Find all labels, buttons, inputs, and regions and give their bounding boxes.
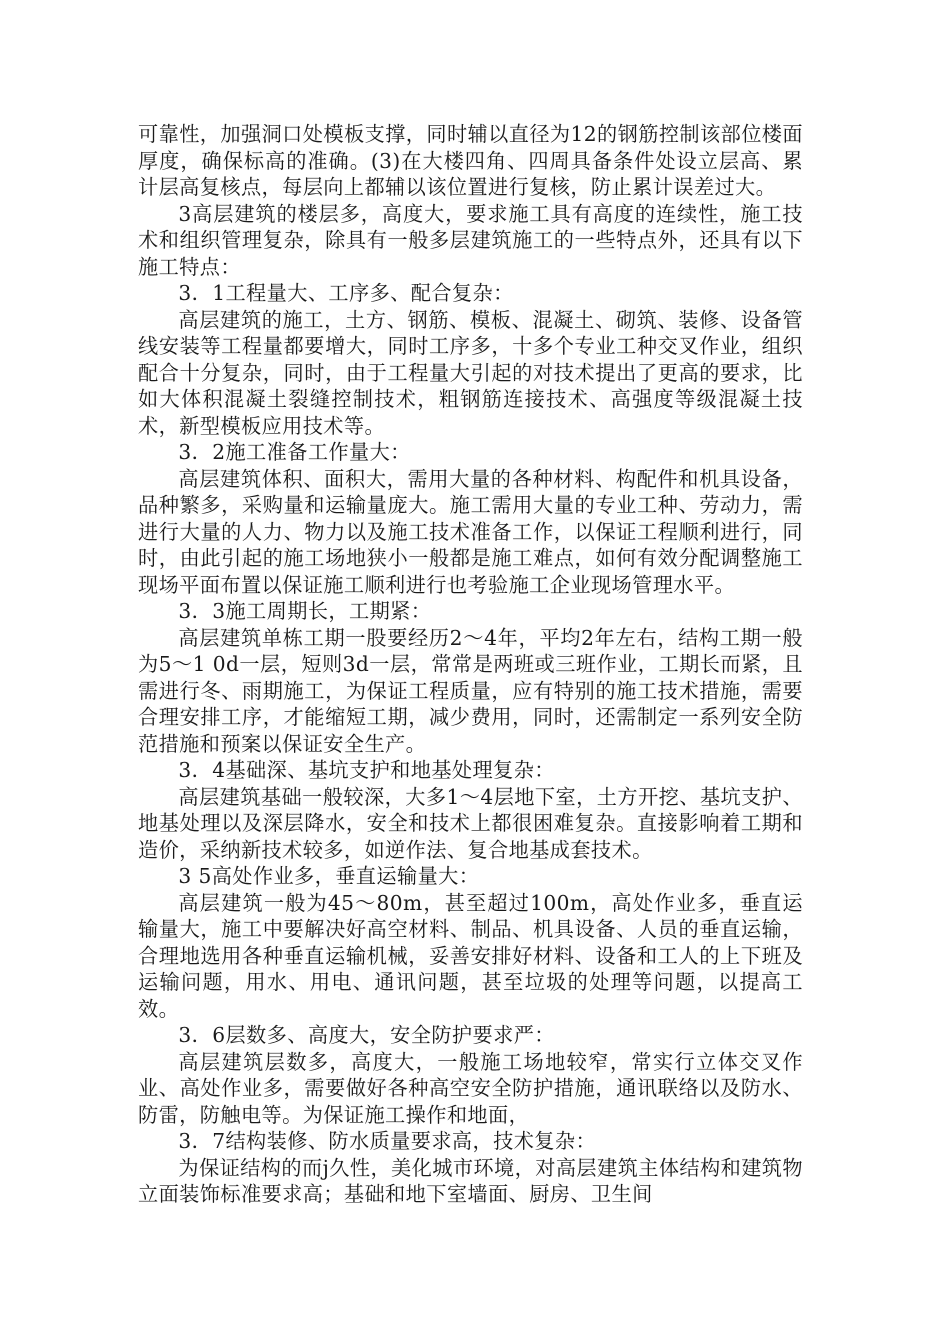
paragraph: 3高层建筑的楼层多，高度大，要求施工具有高度的连续性，施工技术和组织管理复杂，除具有一般多层建筑施工的一些特点外，还具有以下施工特点： — [138, 201, 803, 279]
paragraph: 高层建筑层数多，高度大，一般施工场地较窄，常实行立体交叉作业、高处作业多，需要做好各种高空安全防护措施，通讯联络以及防水、防雷，防触电等。为保证施工操作和地面， — [138, 1049, 803, 1127]
paragraph: 高层建筑单栋工期一股要经历2～4年，平均2年左右，结构工期一般为5～1 0d一层，短则3d一层，常常是两班或三班作业，工期长而紧，且需进行冬、雨期施工，为保证工程质量，应有特别的施工技术措施，需要合理安排工序，才能缩短工期，减少费用，同时，还需制定一系列安全防范措施和预案以保证安全生产。 — [138, 625, 803, 756]
paragraph: 高层建筑一般为45～80m，甚至超过100m，高处作业多，垂直运输量大，施工中要解决好高空材料、制品、机具设备、人员的垂直运输，合理地选用各种垂直运输机械，妥善安排好材料、设备和工人的上下班及运输问题，用水、用电、通讯问题，甚至垃圾的处理等问题，以提高工效。 — [138, 890, 803, 1021]
section-heading: 3．3施工周期长，工期紧： — [178, 599, 432, 623]
paragraph: 高层建筑的施工，土方、钢筋、模板、混凝土、砌筑、装修、设备管线安装等工程量都要增大，同时工序多，十多个专业工种交叉作业，组织配合十分复杂，同时，由于工程量大引起的对技术提出了更高的要求，比如大体积混凝土裂缝控制技术，粗钢筋连接技术、高强度等级混凝土技术，新型模板应用技术等。 — [138, 307, 803, 438]
section-heading: 3．6层数多、高度大，安全防护要求严： — [178, 1023, 555, 1047]
section-heading: 3．4基础深、基坑支护和地基处理复杂： — [178, 758, 555, 782]
paragraph: 可靠性，加强洞口处模板支撑，同时辅以直径为12的钢筋控制该部位楼面厚度，确保标高的准确。(3)在大楼四角、四周具备条件处设立层高、累计层高复核点，每层向上都辅以该位置进行复核，防止累计误差过大。 — [138, 122, 803, 199]
section-heading: 3．1工程量大、工序多、配合复杂： — [178, 281, 514, 305]
section-heading: 3．7结构装修、防水质量要求高，技术复杂： — [178, 1129, 597, 1153]
paragraph: 为保证结构的而j久性，美化城市环境，对高层建筑主体结构和建筑物立面装饰标准要求高；基础和地下室墙面、厨房、卫生间 — [138, 1155, 803, 1206]
section-heading: 3 5高处作业多，垂直运输量大： — [178, 864, 480, 888]
paragraph: 高层建筑基础一般较深，大多1～4层地下室，土方开挖、基坑支护、地基处理以及深层降水，安全和技术上都很困难复杂。直接影响着工期和造价，采纳新技术较多，如逆作法、复合地基成套技术。 — [138, 784, 803, 862]
body-text — [138, 121, 803, 1208]
section-heading: 3．2施工准备工作量大： — [178, 440, 411, 464]
paragraph: 高层建筑体积、面积大，需用大量的各种材料、构配件和机具设备，品种繁多，采购量和运输量庞大。施工需用大量的专业工种、劳动力，需进行大量的人力、物力以及施工技术准备工作，以保证工程顺利进行，同时，由此引起的施工场地狭小一般都是施工难点，如何有效分配调整施工现场平面布置以保证施工顺利进行也考验施工企业现场管理水平。 — [138, 466, 803, 597]
